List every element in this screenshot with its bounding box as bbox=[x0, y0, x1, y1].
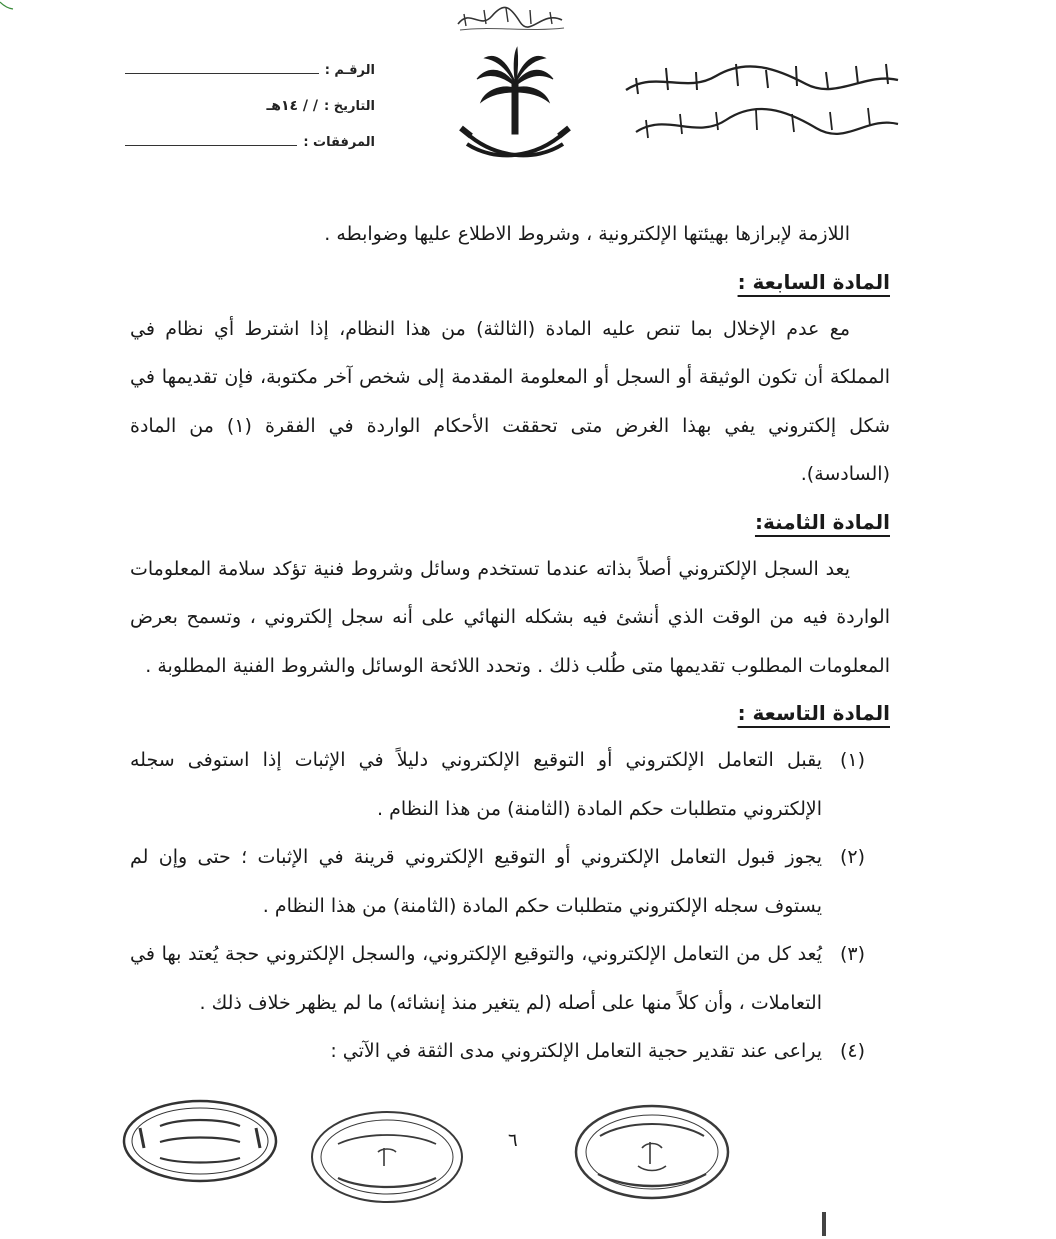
intro-line: اللازمة لإبرازها بهيئتها الإلكترونية ، وشروط الاطلاع عليها وضوابطه . bbox=[324, 223, 850, 245]
article7-text: مع عدم الإخلال بما تنص عليه المادة (الثالثة) من هذا النظام، إذا اشترط أي نظام في المملكة أن تكون الوثيقة أو السجل أو المعلومة المقدمة إلى شخص آخر مكتوبة، فإن تقديمها في شكل إلكتروني يفي بهذا الغرض متى تحققت الأحكام الواردة في الفقرة (١) من المادة (السادسة). bbox=[130, 317, 891, 485]
attachments-label: المرفقات : bbox=[303, 134, 375, 150]
margin-mark bbox=[822, 1212, 826, 1236]
date-value: / / ١٤هـ bbox=[266, 98, 319, 114]
cabinet-secretariat-stamp bbox=[572, 1102, 732, 1202]
item-text: يقبل التعامل الإلكتروني أو التوقيع الإلكتروني دليلاً في الإثبات إذا استوفى سجله الإلكتروني متطلبات حكم المادة (الثامنة) من هذا النظام . bbox=[130, 749, 822, 820]
article9-title: المادة التاسعة : bbox=[737, 701, 890, 725]
article7-title: المادة السابعة : bbox=[737, 269, 890, 294]
item-number: (١) bbox=[840, 749, 866, 771]
administrative-stamp-left bbox=[120, 1098, 280, 1184]
attachments-row bbox=[125, 124, 375, 160]
date-row bbox=[125, 88, 375, 124]
article8-title: المادة الثامنة: bbox=[754, 509, 890, 534]
ref-line bbox=[125, 72, 319, 74]
organization-header bbox=[616, 50, 906, 150]
item-text: يُعد كل من التعامل الإلكتروني، والتوقيع الإلكتروني، والسجل الإلكتروني حجة يُعتد بها في التعاملات ، وأن كلاً منها على أصله (لم يتغير منذ إنشائه) ما لم يظهر خلاف ذلك . bbox=[130, 943, 822, 1014]
attachments-line bbox=[125, 144, 297, 146]
basmala-calligraphy bbox=[450, 0, 570, 34]
document-body bbox=[130, 210, 890, 1076]
article8-text: يعد السجل الإلكتروني أصلاً بذاته عندما تستخدم وسائل وشروط فنية تؤكد سلامة المعلومات الواردة فيه من الوقت الذي أنشئ فيه بشكله النهائي على أنه سجل إلكتروني ، وتسمح بعرض المعلومات المطلوب تقديمها متى طُلب ذلك . وتحدد اللائحة الوسائل والشروط الفنية المطلوبة . bbox=[130, 557, 890, 677]
list-item bbox=[130, 736, 890, 833]
item-text: يجوز قبول التعامل الإلكتروني أو التوقيع الإلكتروني قرينة في الإثبات ؛ حتى وإن لم يستوف سجله الإلكتروني متطلبات حكم المادة (الثامنة) من هذا النظام . bbox=[130, 846, 822, 917]
page-number: ٦ bbox=[508, 1130, 518, 1151]
list-item bbox=[130, 833, 890, 930]
item-number: (٤) bbox=[840, 1040, 866, 1062]
list-item bbox=[130, 1027, 890, 1076]
article9-items bbox=[130, 736, 890, 1076]
corner-mark bbox=[0, 0, 14, 10]
ref-label: الرقـم : bbox=[324, 62, 375, 78]
ref-number-row bbox=[125, 52, 375, 88]
article7-heading bbox=[130, 259, 890, 305]
article9-heading bbox=[130, 690, 890, 736]
experts-commission-stamp bbox=[308, 1108, 466, 1206]
organization-calligraphy bbox=[616, 50, 906, 150]
item-text: يراعى عند تقدير حجية التعامل الإلكتروني مدى الثقة في الآتي : bbox=[330, 1040, 822, 1062]
item-number: (٢) bbox=[840, 846, 866, 868]
article8-heading bbox=[130, 499, 890, 545]
list-item bbox=[130, 930, 890, 1027]
item-number: (٣) bbox=[840, 943, 866, 965]
palm-swords-emblem-icon bbox=[455, 44, 575, 174]
reference-fields bbox=[125, 52, 375, 160]
date-label: التاريخ : bbox=[324, 98, 375, 114]
